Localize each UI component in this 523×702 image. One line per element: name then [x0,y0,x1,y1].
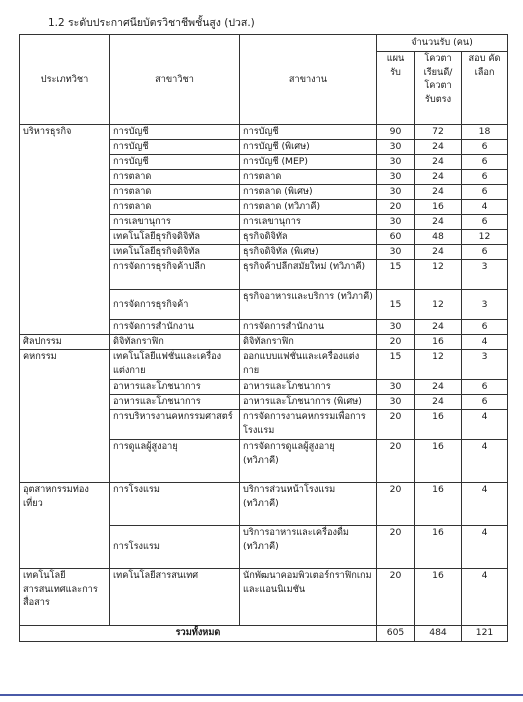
plan-cell: 60 [377,230,415,245]
branch-cell: การจัดการธุรกิจค้าปลีก [110,260,240,290]
plan-cell: 20 [377,410,415,440]
header-quota: โควตา เรียนดี/ โควตา รับตรง [415,52,462,125]
field-cell: ดิจิทัลกราฟิก [240,335,377,350]
exam-cell: 6 [462,140,508,155]
plan-cell: 30 [377,380,415,395]
branch-cell: เทคโนโลยีธุรกิจดิจิทัล [110,245,240,260]
field-cell: ธุรกิจดิจิทัล [240,230,377,245]
header-exam: สอบ คัดเลือก [462,52,508,125]
exam-cell: 3 [462,290,508,320]
plan-cell: 30 [377,140,415,155]
quota-cell: 16 [415,526,462,569]
branch-cell: การตลาด [110,170,240,185]
branch-cell: ดิจิทัลกราฟิก [110,335,240,350]
plan-cell: 15 [377,260,415,290]
exam-cell: 6 [462,395,508,410]
field-cell: ธุรกิจอาหารและบริการ (ทวิภาคี) [240,290,377,320]
exam-cell: 6 [462,245,508,260]
field-cell: การบัญชี (พิเศษ) [240,140,377,155]
plan-cell: 20 [377,440,415,483]
quota-cell: 24 [415,140,462,155]
field-cell: ธุรกิจดิจิทัล (พิเศษ) [240,245,377,260]
branch-cell: การบัญชี [110,125,240,140]
exam-cell: 4 [462,569,508,626]
plan-cell: 30 [377,215,415,230]
quota-cell: 12 [415,260,462,290]
exam-cell: 6 [462,185,508,200]
plan-cell: 30 [377,155,415,170]
quota-cell: 16 [415,410,462,440]
quota-cell: 24 [415,395,462,410]
branch-cell: การเลขานุการ [110,215,240,230]
exam-cell: 4 [462,526,508,569]
quota-cell: 24 [415,215,462,230]
branch-cell: การบัญชี [110,140,240,155]
exam-cell: 6 [462,170,508,185]
field-cell: การตลาด (ทวิภาคี) [240,200,377,215]
branch-cell: อาหารและโภชนาการ [110,395,240,410]
branch-cell: การจัดการสำนักงาน [110,320,240,335]
exam-cell: 18 [462,125,508,140]
branch-cell: การตลาด [110,185,240,200]
header-plan: แผน รับ [377,52,415,125]
exam-cell: 4 [462,200,508,215]
table-row [20,125,508,140]
quota-cell: 24 [415,245,462,260]
exam-cell: 3 [462,260,508,290]
branch-cell: การดูแลผู้สูงอายุ [110,440,240,483]
plan-cell: 15 [377,290,415,320]
quota-cell: 16 [415,569,462,626]
table-row [20,350,508,380]
plan-cell: 20 [377,526,415,569]
quota-cell: 12 [415,290,462,320]
branch-cell: เทคโนโลยีธุรกิจดิจิทัล [110,230,240,245]
exam-cell: 4 [462,335,508,350]
field-cell: บริการอาหารและเครื่องดื่ม (ทวิภาคี) [240,526,377,569]
field-cell: การเลขานุการ [240,215,377,230]
plan-cell: 90 [377,125,415,140]
section-heading: 1.2 ระดับประกาศนียบัตรวิชาชีพชั้นสูง (ปวส.) [48,17,255,29]
exam-cell: 4 [462,483,508,526]
exam-cell: 6 [462,215,508,230]
quota-cell: 16 [415,440,462,483]
quota-cell: 48 [415,230,462,245]
plan-cell: 30 [377,185,415,200]
field-cell: การบัญชี [240,125,377,140]
exam-cell: 6 [462,380,508,395]
total-plan: 605 [377,626,415,642]
branch-cell: เทคโนโลยีสารสนเทศ [110,569,240,626]
type-cell: บริหารธุรกิจ [20,125,110,335]
type-cell: คหกรรม [20,350,110,483]
field-cell: ออกแบบแฟชั่นและเครื่องแต่งกาย [240,350,377,380]
plan-cell: 20 [377,335,415,350]
quota-cell: 16 [415,335,462,350]
branch-cell: อาหารและโภชนาการ [110,380,240,395]
quota-cell: 12 [415,350,462,380]
header-branch: สาขาวิชา [110,35,240,125]
plan-cell: 30 [377,320,415,335]
admission-table [19,34,508,642]
type-cell: อุตสาหกรรมท่องเที่ยว [20,483,110,569]
field-cell: การตลาด (พิเศษ) [240,185,377,200]
quota-cell: 24 [415,320,462,335]
field-cell: การจัดการงานคหกรรมเพื่อการโรงแรม [240,410,377,440]
field-cell: การตลาด [240,170,377,185]
table-row [20,335,508,350]
plan-cell: 30 [377,395,415,410]
type-cell: ศิลปกรรม [20,335,110,350]
plan-cell: 20 [377,569,415,626]
table-row [20,483,508,526]
field-cell: นักพัฒนาคอมพิวเตอร์กราฟิกเกม และแอนนิเมชัน [240,569,377,626]
exam-cell: 6 [462,320,508,335]
exam-cell: 4 [462,440,508,483]
exam-cell: 3 [462,350,508,380]
field-cell: การบัญชี (MEP) [240,155,377,170]
field-cell: บริการส่วนหน้าโรงแรม (ทวิภาคี) [240,483,377,526]
plan-cell: 30 [377,245,415,260]
exam-cell: 6 [462,155,508,170]
field-cell: อาหารและโภชนาการ [240,380,377,395]
branch-cell: การบัญชี [110,155,240,170]
quota-cell: 24 [415,155,462,170]
quota-cell: 16 [415,200,462,215]
header-type: ประเภทวิชา [20,35,110,125]
branch-cell: การโรงแรม [110,483,240,526]
plan-cell: 20 [377,200,415,215]
table-row [20,569,508,626]
quota-cell: 24 [415,185,462,200]
plan-cell: 30 [377,170,415,185]
branch-cell: เทคโนโลยีแฟชั่นและเครื่องแต่งกาย [110,350,240,380]
bottom-divider [0,694,523,696]
field-cell: ธุรกิจค้าปลีกสมัยใหม่ (ทวิภาคี) [240,260,377,290]
quota-cell: 24 [415,170,462,185]
type-cell: เทคโนโลยีสารสนเทศและการสื่อสาร [20,569,110,626]
plan-cell: 20 [377,483,415,526]
exam-cell: 12 [462,230,508,245]
exam-cell: 4 [462,410,508,440]
field-cell: การจัดการดูแลผู้สูงอายุ (ทวิภาคี) [240,440,377,483]
header-field: สาขางาน [240,35,377,125]
field-cell: การจัดการสำนักงาน [240,320,377,335]
total-quota: 484 [415,626,462,642]
plan-cell: 15 [377,350,415,380]
header-quota-group: จำนวนรับ (คน) [377,35,508,52]
total-row [20,626,508,642]
quota-cell: 24 [415,380,462,395]
branch-cell: การจัดการธุรกิจค้า [110,290,240,320]
quota-cell: 72 [415,125,462,140]
branch-cell: การโรงแรม [110,526,240,569]
branch-cell: การบริหารงานคหกรรมศาสตร์ [110,410,240,440]
total-exam: 121 [462,626,508,642]
total-label: รวมทั้งหมด [20,626,377,642]
field-cell: อาหารและโภชนาการ (พิเศษ) [240,395,377,410]
quota-cell: 16 [415,483,462,526]
branch-cell: การตลาด [110,200,240,215]
